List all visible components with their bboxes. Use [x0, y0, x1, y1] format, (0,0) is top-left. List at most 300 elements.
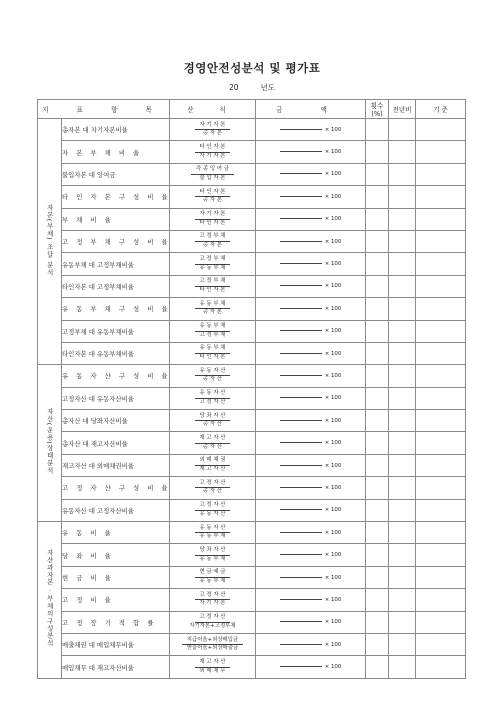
formula-denominator: 총 자 산 [202, 443, 223, 450]
formula-numerator: 유 동 자 산 [195, 526, 231, 534]
formula-denominator: 자 기 자 본 [199, 600, 226, 607]
formula-cell [170, 499, 256, 521]
year-suffix: 년도 [260, 83, 276, 92]
standard-cell [416, 611, 466, 633]
group-label-cell [38, 365, 62, 522]
prev-cell [389, 454, 416, 476]
standard-cell [416, 119, 466, 141]
table-row [38, 410, 466, 432]
prev-cell [389, 566, 416, 588]
formula-fraction [170, 346, 255, 360]
indicator-name: 재고자산 대 외매채권비율 [62, 454, 170, 476]
formula-fraction [170, 302, 255, 316]
amount-multiplier: × 100 [324, 641, 342, 648]
count-cell [366, 589, 389, 611]
amount-blank [280, 554, 322, 555]
prev-cell [389, 253, 416, 275]
table-row [38, 163, 466, 185]
amount-multiplier: × 100 [324, 305, 342, 312]
formula-cell [170, 141, 256, 163]
count-cell [366, 410, 389, 432]
standard-cell [416, 499, 466, 521]
amount-multiplier: × 100 [324, 372, 342, 379]
indicator-name: 총자산 대 재고자산비율 [62, 432, 170, 454]
amount-blank [280, 465, 322, 466]
amount-blank [280, 532, 322, 533]
count-cell [366, 544, 389, 566]
amount-cell [256, 163, 366, 185]
amount-blank [280, 644, 322, 645]
amount-blank [280, 577, 322, 578]
count-cell [366, 454, 389, 476]
formula-cell [170, 566, 256, 588]
amount-multiplier: × 100 [324, 507, 342, 514]
prev-cell [389, 432, 416, 454]
formula-numerator: 유 동 자 산 [195, 369, 231, 377]
amount-blank [280, 666, 322, 667]
formula-cell [170, 119, 256, 141]
indicator-name: 매입채무 대 재고자산비율 [62, 656, 170, 678]
standard-cell [416, 477, 466, 499]
amount-cell [256, 410, 366, 432]
formula-cell [170, 522, 256, 544]
table-row [38, 544, 466, 566]
formula-cell [170, 454, 256, 476]
table-row [38, 477, 466, 499]
formula-denominator: 받을어음+외상매출금 [186, 645, 239, 652]
prev-cell [389, 186, 416, 208]
formula-denominator: 총 자 본 [202, 130, 223, 137]
standard-cell [416, 656, 466, 678]
indicator-name: 유 동 비 율 [62, 522, 170, 544]
indicator-name: 타인자본 대 유동부채비율 [62, 342, 170, 364]
formula-fraction [170, 234, 255, 248]
indicator-name: 고 정 비 율 [62, 589, 170, 611]
indicator-name: 타인자본 대 고정부채비율 [62, 275, 170, 297]
indicator-name: 현 금 비 율 [62, 566, 170, 588]
standard-cell [416, 298, 466, 320]
prev-cell [389, 611, 416, 633]
formula-fraction [170, 167, 255, 181]
formula-cell [170, 633, 256, 655]
amount-multiplier: × 100 [324, 149, 342, 156]
formula-fraction [170, 615, 255, 629]
amount-cell [256, 477, 366, 499]
amount-cell [256, 544, 366, 566]
table-row [38, 186, 466, 208]
standard-cell [416, 208, 466, 230]
formula-numerator: 자 기 자 본 [195, 123, 231, 131]
amount-multiplier: × 100 [324, 596, 342, 603]
standard-cell [416, 589, 466, 611]
formula-numerator: 지급어음+외상매입금 [182, 638, 243, 646]
amount-multiplier: × 100 [324, 395, 342, 402]
prev-cell [389, 633, 416, 655]
formula-numerator: 유 동 자 산 [195, 391, 231, 399]
amount-multiplier: × 100 [324, 664, 342, 671]
formula-cell [170, 544, 256, 566]
amount-blank [280, 621, 322, 622]
count-cell [366, 566, 389, 588]
amount-multiplier: × 100 [324, 417, 342, 424]
formula-fraction [170, 190, 255, 204]
indicator-name: 불입자본 대 잉여금 [62, 163, 170, 185]
amount-multiplier: × 100 [324, 484, 342, 491]
header-indicator: 지 표 항 목 [38, 100, 170, 119]
formula-numerator: 현 금 예 금 [195, 570, 231, 578]
table-row [38, 365, 466, 387]
formula-numerator: 당 좌 자 산 [195, 548, 231, 556]
formula-cell [170, 253, 256, 275]
standard-cell [416, 342, 466, 364]
header-amount: 금 액 [256, 100, 366, 119]
formula-denominator: 유 동 부 채 [199, 578, 226, 584]
amount-blank [280, 285, 322, 286]
formula-fraction [170, 503, 255, 517]
formula-numerator: 고 정 부 채 [195, 257, 231, 265]
table-row [38, 633, 466, 655]
formula-numerator: 외 매 채 권 [195, 458, 231, 466]
formula-numerator: 당 좌 자 산 [195, 414, 231, 422]
analysis-table [37, 99, 466, 679]
formula-cell [170, 298, 256, 320]
header-row [38, 100, 466, 119]
formula-fraction [170, 145, 255, 159]
prev-cell [389, 141, 416, 163]
formula-numerator: 각 종 잉 여 금 [191, 167, 234, 175]
formula-numerator: 유 동 부 채 [195, 302, 231, 310]
indicator-name: 자 본 부 채 비 율 [62, 141, 170, 163]
amount-multiplier: × 100 [324, 574, 342, 581]
formula-numerator: 고 정 부 채 [195, 234, 231, 242]
prev-cell [389, 320, 416, 342]
indicator-name: 총자산 대 당좌자산비율 [62, 410, 170, 432]
amount-multiplier: × 100 [324, 283, 342, 290]
amount-cell [256, 208, 366, 230]
indicator-name: 타 인 자 본 구 성 비 율 [62, 186, 170, 208]
amount-blank [280, 196, 322, 197]
amount-blank [280, 599, 322, 600]
formula-denominator: 총 자 산 [202, 376, 223, 383]
prev-cell [389, 477, 416, 499]
amount-blank [280, 241, 322, 242]
formula-cell [170, 656, 256, 678]
prev-cell [389, 656, 416, 678]
standard-cell [416, 566, 466, 588]
table-row [38, 454, 466, 476]
table-row [38, 230, 466, 252]
formula-fraction [170, 369, 255, 383]
indicator-name: 고 정 부 채 구 성 비 율 [62, 230, 170, 252]
amount-multiplier: × 100 [324, 238, 342, 245]
table-row [38, 119, 466, 141]
indicator-name: 당 좌 비 율 [62, 544, 170, 566]
formula-denominator: 유 동 부 채 [199, 555, 226, 562]
formula-cell [170, 208, 256, 230]
prev-cell [389, 544, 416, 566]
count-cell [366, 119, 389, 141]
amount-cell [256, 365, 366, 387]
formula-fraction [170, 391, 255, 405]
amount-multiplier: × 100 [324, 216, 342, 223]
amount-multiplier: × 100 [324, 261, 342, 268]
table-row [38, 522, 466, 544]
standard-cell [416, 633, 466, 655]
amount-blank [280, 330, 322, 331]
amount-blank [280, 509, 322, 510]
count-cell [366, 298, 389, 320]
prev-cell [389, 275, 416, 297]
table-row [38, 566, 466, 588]
count-cell [366, 275, 389, 297]
formula-fraction [170, 123, 255, 137]
standard-cell [416, 275, 466, 297]
indicator-name: 고 정 장 기 적 합 률 [62, 611, 170, 633]
amount-blank [280, 151, 322, 152]
table-row [38, 589, 466, 611]
indicator-name: 고 정 자 산 구 성 비 율 [62, 477, 170, 499]
formula-fraction [170, 593, 255, 607]
prev-cell [389, 589, 416, 611]
page-title: 경영안전성분석 및 평가표 [183, 61, 321, 75]
amount-blank [280, 263, 322, 264]
standard-cell [416, 522, 466, 544]
formula-denominator: 불 입 자 본 [199, 174, 226, 181]
formula-denominator: 타 인 자 본 [199, 354, 226, 361]
indicator-name: 유 동 자 산 구 성 비 율 [62, 365, 170, 387]
formula-fraction [170, 436, 255, 450]
table-row [38, 611, 466, 633]
formula-denominator: 총 자 본 [202, 197, 223, 204]
header-count: 횟수(%) [366, 100, 389, 119]
prev-cell [389, 230, 416, 252]
formula-numerator: 고 정 자 산 [195, 615, 231, 623]
prev-cell [389, 499, 416, 521]
prev-cell [389, 298, 416, 320]
formula-cell [170, 342, 256, 364]
amount-multiplier: × 100 [324, 126, 342, 133]
table-row [38, 342, 466, 364]
header-standard: 기 준 [416, 100, 466, 119]
table-row [38, 432, 466, 454]
formula-denominator: 외 매 채 무 [199, 667, 226, 674]
amount-cell [256, 432, 366, 454]
amount-blank [280, 375, 322, 376]
amount-blank [280, 353, 322, 354]
formula-fraction [170, 212, 255, 226]
formula-denominator: 타 인 자 본 [199, 219, 226, 226]
formula-fraction [170, 324, 255, 338]
amount-cell [256, 320, 366, 342]
formula-cell [170, 589, 256, 611]
amount-blank [280, 420, 322, 421]
amount-blank [280, 487, 322, 488]
standard-cell [416, 141, 466, 163]
amount-cell [256, 387, 366, 409]
amount-cell [256, 275, 366, 297]
amount-cell [256, 230, 366, 252]
header-formula: 산 식 [170, 100, 256, 119]
count-cell [366, 186, 389, 208]
group-label-cell [38, 522, 62, 679]
amount-blank [280, 218, 322, 219]
amount-cell [256, 589, 366, 611]
amount-multiplier: × 100 [324, 350, 342, 357]
amount-blank [280, 173, 322, 174]
amount-cell [256, 186, 366, 208]
formula-numerator: 유 동 부 채 [195, 324, 231, 332]
count-cell [366, 499, 389, 521]
group-label-cell [38, 119, 62, 365]
count-cell [366, 522, 389, 544]
formula-denominator: 유 동 부 채 [199, 264, 226, 271]
formula-cell [170, 320, 256, 342]
amount-blank [280, 397, 322, 398]
formula-denominator: 고 정 자 산 [199, 398, 226, 405]
amount-multiplier: × 100 [324, 171, 342, 178]
formula-denominator: 유 동 부 채 [199, 533, 226, 540]
table-row [38, 387, 466, 409]
table-row [38, 253, 466, 275]
amount-cell [256, 342, 366, 364]
formula-cell [170, 611, 256, 633]
count-cell [366, 656, 389, 678]
standard-cell [416, 410, 466, 432]
table-row [38, 320, 466, 342]
table-row [38, 656, 466, 678]
indicator-name: 부 채 비 율 [62, 208, 170, 230]
amount-multiplier: × 100 [324, 328, 342, 335]
amount-cell [256, 141, 366, 163]
count-cell [366, 141, 389, 163]
formula-numerator: 고 정 자 산 [195, 593, 231, 601]
standard-cell [416, 320, 466, 342]
indicator-name: 유동자산 대 고정자산비율 [62, 499, 170, 521]
formula-cell [170, 432, 256, 454]
amount-blank [280, 308, 322, 309]
standard-cell [416, 432, 466, 454]
prev-cell [389, 522, 416, 544]
prev-cell [389, 163, 416, 185]
formula-fraction [170, 638, 255, 652]
amount-cell [256, 119, 366, 141]
standard-cell [416, 253, 466, 275]
formula-numerator: 고 정 부 채 [195, 279, 231, 287]
group-label: 자산과자본 · 부채의구성분석 [45, 548, 54, 647]
formula-fraction [170, 548, 255, 562]
count-cell [366, 208, 389, 230]
amount-blank [280, 442, 322, 443]
amount-multiplier: × 100 [324, 552, 342, 559]
indicator-name: 유동부채 대 고정부채비율 [62, 253, 170, 275]
formula-denominator: 유 동 자 산 [199, 510, 226, 517]
header-prev: 전년비 [389, 100, 416, 119]
prev-cell [389, 208, 416, 230]
amount-blank [280, 129, 322, 130]
count-cell [366, 230, 389, 252]
prev-cell [389, 410, 416, 432]
formula-numerator: 재 고 자 산 [195, 436, 231, 444]
prev-cell [389, 342, 416, 364]
formula-denominator: 총 자 산 [202, 421, 223, 428]
indicator-name: 유 동 부 채 구 성 비 율 [62, 298, 170, 320]
formula-cell [170, 477, 256, 499]
table-row [38, 275, 466, 297]
count-cell [366, 320, 389, 342]
amount-cell [256, 611, 366, 633]
standard-cell [416, 163, 466, 185]
standard-cell [416, 387, 466, 409]
indicator-name: 매출채권 대 매입채무비율 [62, 633, 170, 655]
formula-numerator: 고 정 자 산 [195, 481, 231, 489]
table-row [38, 208, 466, 230]
formula-fraction [170, 279, 255, 293]
formula-numerator: 재 고 자 산 [195, 660, 231, 668]
formula-denominator: 타 인 자 본 [199, 286, 226, 293]
amount-multiplier: × 100 [324, 462, 342, 469]
formula-fraction [170, 481, 255, 495]
amount-cell [256, 253, 366, 275]
count-cell [366, 163, 389, 185]
table-row [38, 298, 466, 320]
formula-denominator: 자 기 자 본 [199, 152, 226, 159]
formula-denominator: 총 자 본 [202, 309, 223, 316]
formula-denominator: 총 자 본 [202, 242, 223, 249]
amount-cell [256, 566, 366, 588]
formula-fraction [170, 526, 255, 540]
amount-multiplier: × 100 [324, 529, 342, 536]
standard-cell [416, 365, 466, 387]
amount-multiplier: × 100 [324, 193, 342, 200]
standard-cell [416, 230, 466, 252]
standard-cell [416, 186, 466, 208]
amount-cell [256, 454, 366, 476]
table-row [38, 499, 466, 521]
formula-cell [170, 365, 256, 387]
formula-numerator: 타 인 자 본 [195, 145, 231, 153]
formula-fraction [170, 458, 255, 472]
formula-numerator: 유 동 부 채 [195, 346, 231, 354]
count-cell [366, 432, 389, 454]
count-cell [366, 633, 389, 655]
amount-multiplier: × 100 [324, 619, 342, 626]
group-label: 자본(부채) 조달 분석 [45, 203, 54, 276]
amount-cell [256, 522, 366, 544]
prev-cell [389, 365, 416, 387]
formula-denominator: 재 고 자 산 [199, 466, 226, 473]
formula-cell [170, 275, 256, 297]
formula-denominator: 고 정 부 채 [199, 331, 226, 338]
amount-cell [256, 499, 366, 521]
formula-fraction [170, 257, 255, 271]
indicator-name: 총자본 대 자기자본비율 [62, 119, 170, 141]
amount-cell [256, 656, 366, 678]
formula-cell [170, 410, 256, 432]
count-cell [366, 253, 389, 275]
formula-numerator: 타 인 자 본 [195, 190, 231, 198]
count-cell [366, 387, 389, 409]
group-label: 자산(운용)상태분석 [45, 408, 54, 475]
standard-cell [416, 454, 466, 476]
count-cell [366, 611, 389, 633]
formula-cell [170, 186, 256, 208]
year-line [0, 82, 504, 93]
count-cell [366, 365, 389, 387]
formula-cell [170, 230, 256, 252]
indicator-name: 고정부채 대 유동부채비율 [62, 320, 170, 342]
formula-cell [170, 387, 256, 409]
formula-fraction [170, 660, 255, 674]
